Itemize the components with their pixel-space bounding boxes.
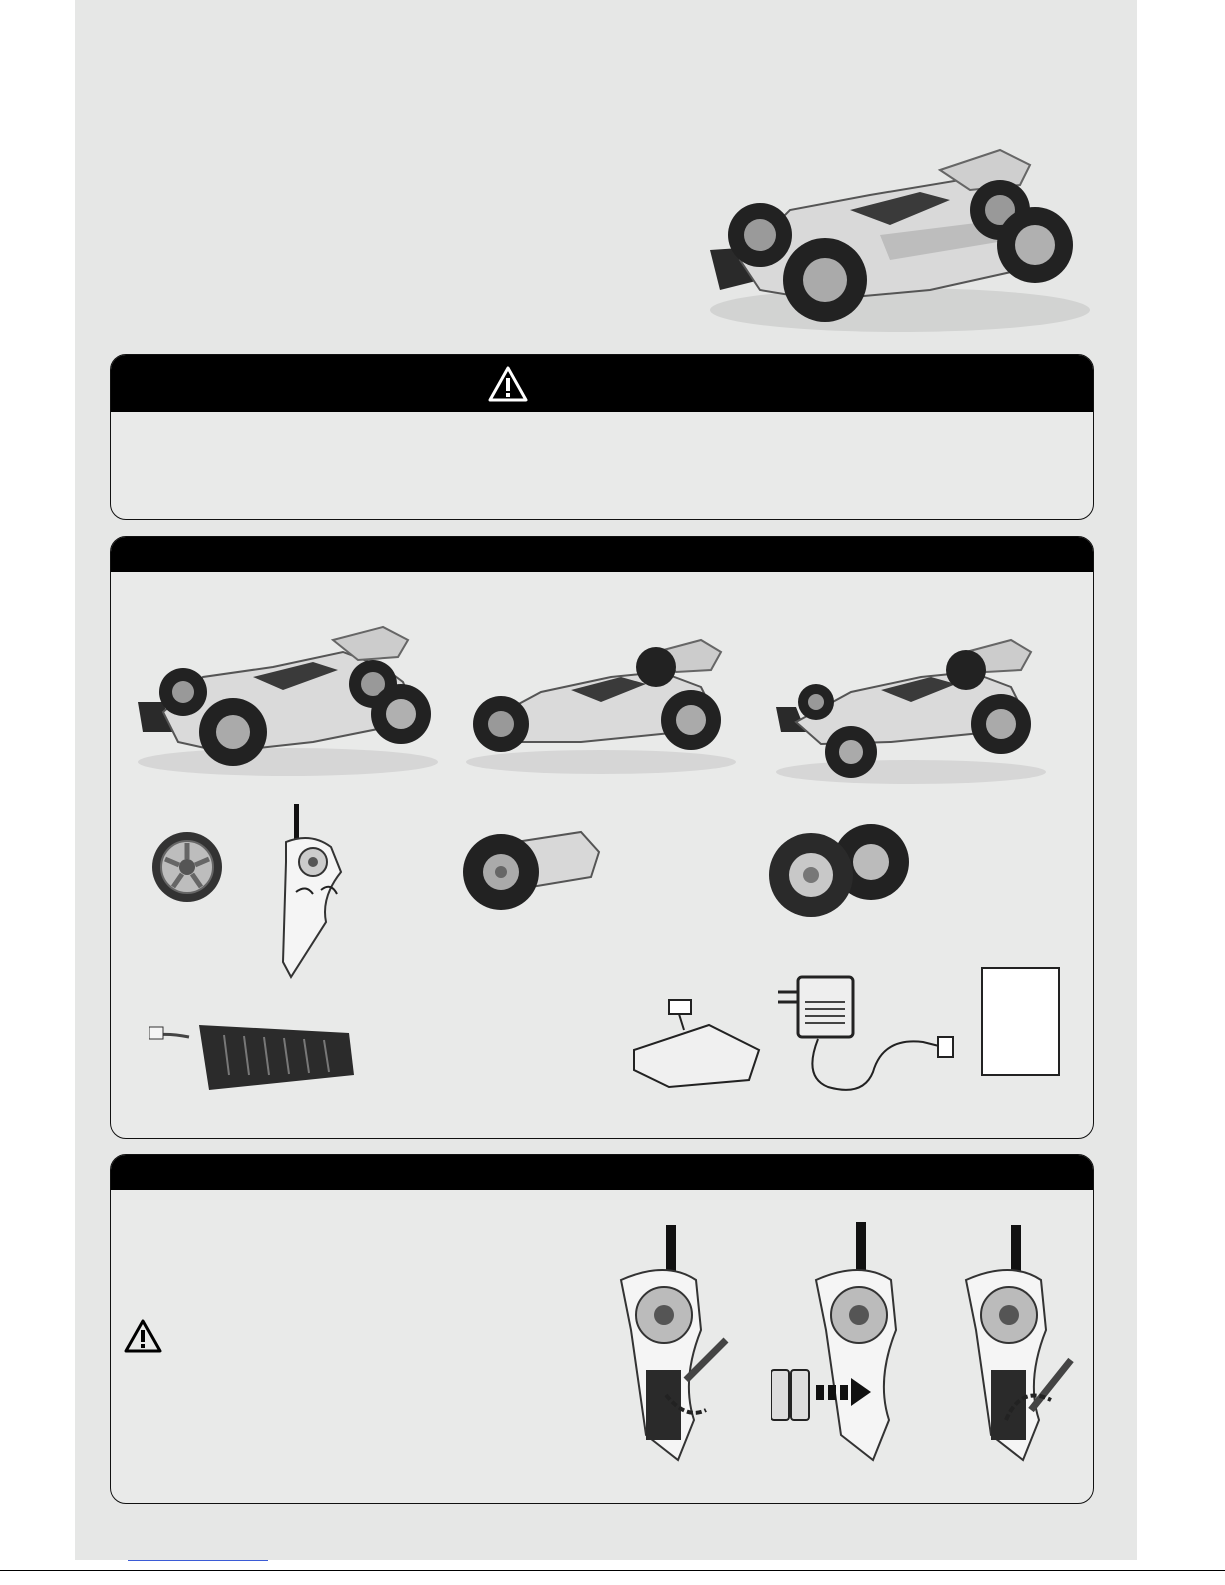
warning-triangle-icon <box>123 1318 163 1354</box>
battery-panel-header <box>111 1155 1093 1190</box>
remote-control-image <box>271 802 361 982</box>
bottom-rule <box>0 1570 1225 1571</box>
buggy-configuration-image <box>133 622 443 782</box>
rear-wheel-module-image <box>461 822 606 912</box>
insert-batteries-image <box>771 1220 941 1470</box>
warning-triangle-icon <box>487 365 529 403</box>
spare-wheel-image <box>149 829 225 905</box>
rechargeable-battery-pack-image <box>629 995 764 1090</box>
racer-configuration-image <box>771 632 1051 792</box>
warning-panel-header <box>111 355 1093 412</box>
battery-installation-panel <box>110 1154 1094 1504</box>
dragster-configuration-image <box>461 632 741 782</box>
contents-panel <box>110 536 1094 1139</box>
off-road-tires-image <box>766 817 916 922</box>
charger-adapter-image <box>773 967 958 1107</box>
close-battery-cover-image <box>951 1220 1086 1470</box>
instruction-sheet-image <box>981 967 1060 1076</box>
warning-panel <box>110 354 1094 520</box>
hero-car-image <box>700 140 1110 340</box>
footer-link-underline[interactable] <box>128 1560 268 1561</box>
contents-panel-header <box>111 537 1093 572</box>
battery-holder-image <box>149 1005 359 1095</box>
open-battery-cover-image <box>606 1220 741 1470</box>
